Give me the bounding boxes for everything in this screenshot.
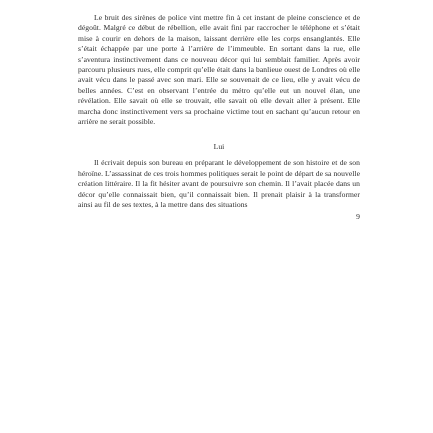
section-heading: Lui: [213, 142, 225, 152]
paragraph-2: Il écrivait depuis son bureau en préparant le développement de son histoire et de son héroïne. L’assassinat de ces trois hommes politiques serait le point de départ de sa nouvelle création littéraire. Il la fit hésiter avant de poursuivre son chemin. Il l’avait placée dans un décor qu’elle connaissait bien, qu’il connaissait bien. Il prenait plaisir à la transformer ainsi au fil de ses textes, à la mettre dans des situations: [78, 158, 360, 210]
paragraph-1: Le bruit des sirènes de police vint mettre fin à cet instant de pleine conscience et de dégoût. Malgré ce début de rébellion, elle avait fini par raccrocher le téléphone et s’était mise à courir en dehors de la maison, laissant derrière elle les corps ensanglantés. Elle s’était échappée par une porte à l’arrière de l’immeuble. En sortant dans la rue, elle s’aventura instinctivement dans ce nouveau décor qui lui semblait familier. Après avoir parcouru plusieurs rues, elle comprit qu’elle était dans la banlieue ouest de Londres où elle avait vécu dans le passé avec son mari. Elle se souvenait de ce lieu, elle y avait vécu de belles années. C’est en observant l’entrée du métro qu’elle eut un nouvel élan, une révélation. Elle savait où elle se trouvait, elle savait où elle devait aller à présent. Elle marcha donc instinctivement vers sa prochaine victime tout en sachant qu’aucun retour en arrière ne serait possible.: [78, 13, 360, 127]
text-column: [78, 13, 360, 222]
page-number: 9: [356, 211, 360, 221]
